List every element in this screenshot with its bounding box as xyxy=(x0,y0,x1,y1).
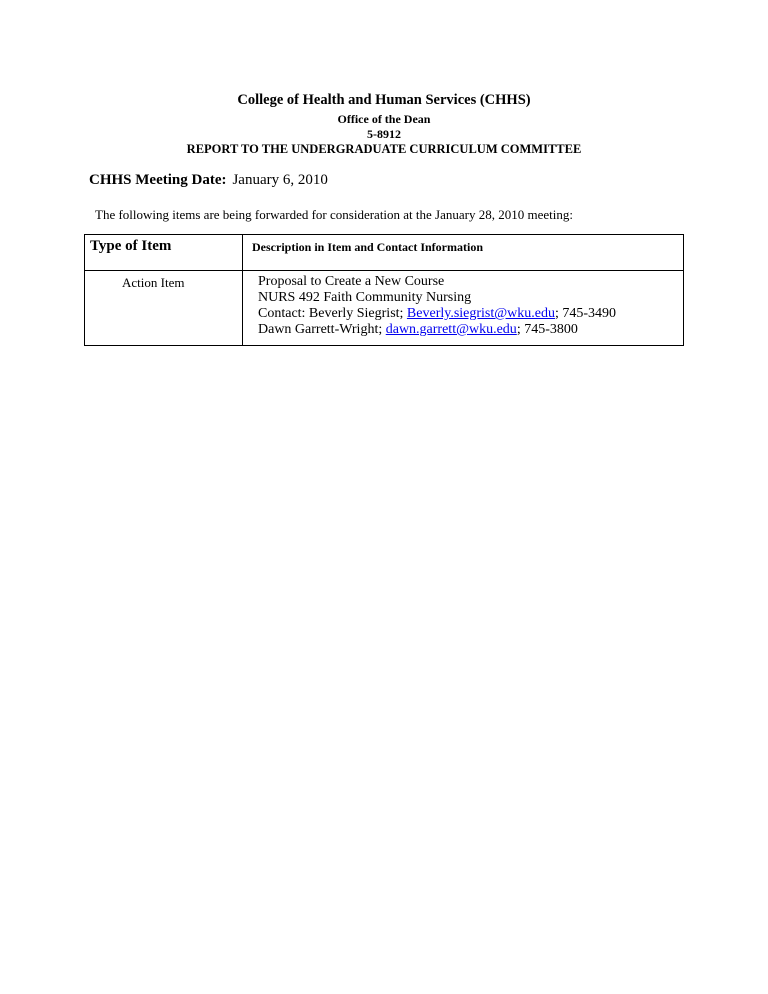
contact-line-1 xyxy=(258,306,683,322)
meeting-date-line xyxy=(89,172,328,189)
meeting-date-value: January 6, 2010 xyxy=(232,172,328,188)
contact-1-email-link[interactable]: Beverly.siegrist@wku.edu xyxy=(406,306,555,321)
intro-text: The following items are being forwarded for consideration at the January 28, 2010 meeting: xyxy=(95,207,573,222)
header-description: Description in Item and Contact Information xyxy=(243,235,684,271)
item-description-cell xyxy=(243,271,684,346)
header-type-of-item: Type of Item xyxy=(85,235,243,271)
contact-2-phone: ; 745-3800 xyxy=(516,322,578,337)
contact-1-name: Contact: Beverly Siegrist; xyxy=(258,306,407,321)
contact-2-email-link[interactable]: dawn.garrett@wku.edu xyxy=(385,322,517,337)
proposal-line: Proposal to Create a New Course xyxy=(258,274,445,289)
contact-1-phone: ; 745-3490 xyxy=(555,306,617,321)
office-phone: 5-8912 xyxy=(367,127,401,141)
table-header-row xyxy=(85,235,684,271)
items-table xyxy=(84,234,684,346)
report-title: REPORT TO THE UNDERGRADUATE CURRICULUM COMMITTEE xyxy=(186,142,582,156)
item-type-cell: Action Item xyxy=(85,271,243,346)
contact-2-name: Dawn Garrett-Wright; xyxy=(258,322,386,337)
college-title: College of Health and Human Services (CHHS) xyxy=(237,92,531,108)
office-subtitle: Office of the Dean xyxy=(337,112,431,126)
meeting-date-label: CHHS Meeting Date: xyxy=(89,172,227,188)
course-line: NURS 492 Faith Community Nursing xyxy=(258,290,472,305)
contact-line-2 xyxy=(258,322,683,338)
table-row xyxy=(85,271,684,346)
